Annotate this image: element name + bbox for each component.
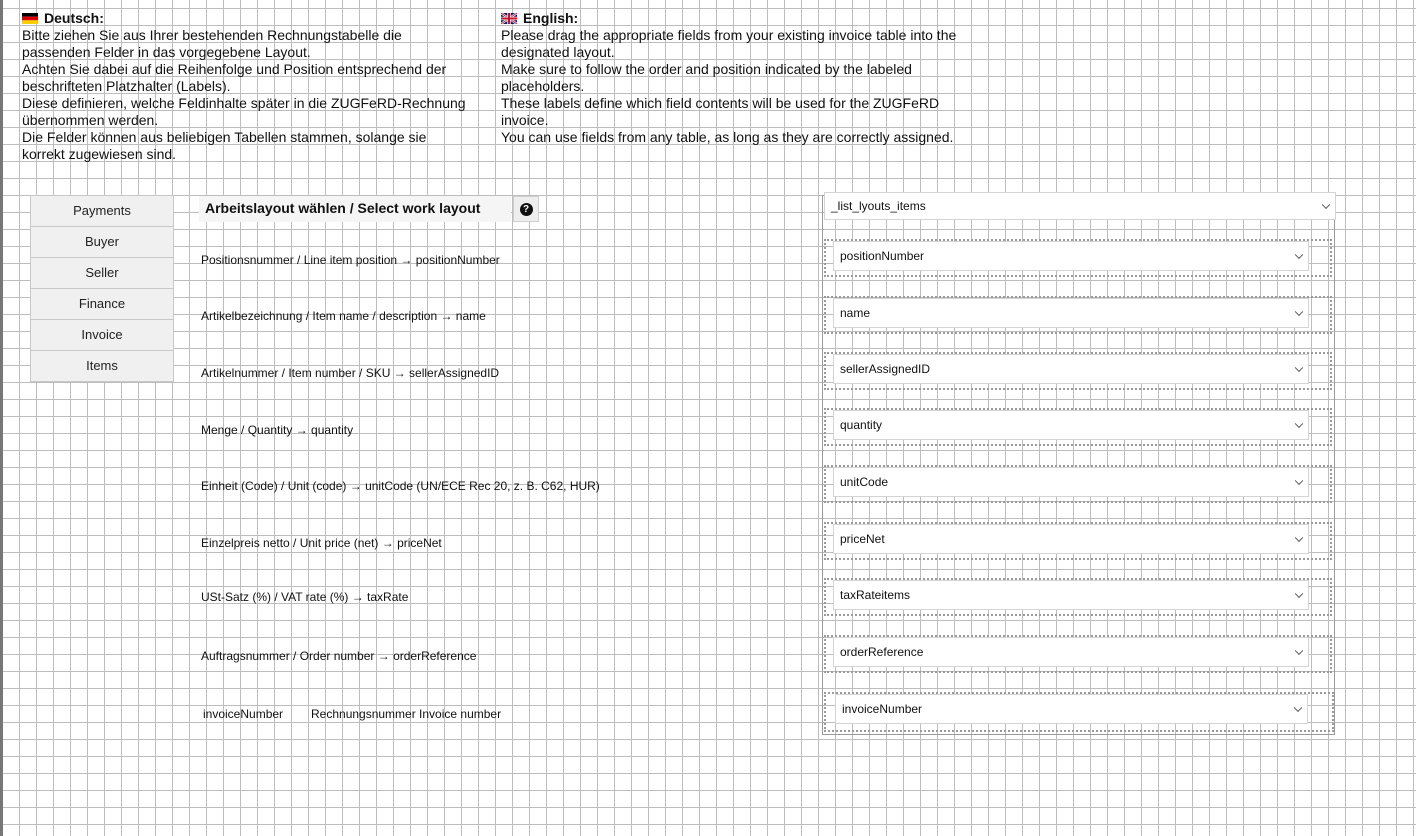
field-select-invoice-number[interactable] bbox=[835, 694, 1308, 724]
field-select-value: name bbox=[840, 306, 871, 320]
invoice-number-label: Rechnungsnummer Invoice number bbox=[311, 707, 502, 721]
instructions-german bbox=[22, 10, 492, 163]
field-label-tax-rate: USt-Satz (%) / VAT rate (%) → taxRate bbox=[201, 590, 409, 604]
instructions-german-line: Bitte ziehen Sie aus Ihrer bestehenden Rechnungstabelle die bbox=[22, 27, 402, 43]
field-select-name[interactable] bbox=[833, 298, 1309, 328]
instructions-english-line: Make sure to follow the order and position indicated by the labeled bbox=[501, 61, 912, 77]
section-nav bbox=[30, 195, 174, 382]
field-select-value: priceNet bbox=[840, 532, 885, 546]
chevron-down-icon bbox=[1295, 251, 1303, 259]
chevron-down-icon bbox=[1295, 477, 1303, 485]
instructions-german-line: Diese definieren, welche Feldinhalte später in die ZUGFeRD-Rechnung bbox=[22, 95, 466, 111]
chevron-down-icon bbox=[1294, 704, 1302, 712]
chevron-down-icon bbox=[1295, 647, 1303, 655]
field-select-value: taxRateitems bbox=[840, 588, 911, 602]
flag-de-icon bbox=[22, 13, 38, 24]
instructions-english-line: Please drag the appropriate fields from your existing invoice table into the bbox=[501, 27, 957, 43]
instructions-english-line: You can use fields from any table, as long as they are correctly assigned. bbox=[501, 129, 954, 145]
field-select-value: invoiceNumber bbox=[842, 702, 923, 716]
instructions-english-line: invoice. bbox=[501, 112, 549, 128]
nav-item-seller[interactable]: Seller bbox=[31, 258, 173, 289]
nav-item-invoice[interactable]: Invoice bbox=[31, 320, 173, 351]
instructions-english-line: These labels define which field contents will be used for the ZUGFeRD bbox=[501, 95, 940, 111]
layout-select[interactable] bbox=[824, 192, 1336, 220]
page-title: Arbeitslayout wählen / Select work layout bbox=[205, 200, 481, 216]
field-select-value: positionNumber bbox=[840, 249, 925, 263]
field-select-order-reference[interactable] bbox=[833, 637, 1309, 667]
instructions-german-line: passenden Felder in das vorgegebene Layout. bbox=[22, 44, 311, 60]
nav-item-items[interactable]: Items bbox=[31, 351, 173, 381]
field-label-order-reference: Auftragsnummer / Order number → orderReference bbox=[201, 649, 477, 663]
field-select-position-number[interactable] bbox=[833, 241, 1309, 271]
nav-item-payments[interactable]: Payments bbox=[31, 196, 173, 227]
instructions-english-heading bbox=[501, 10, 991, 27]
help-button[interactable] bbox=[513, 196, 539, 222]
field-label-name: Artikelbezeichnung / Item name / description → name bbox=[201, 309, 486, 323]
field-label-unit-code: Einheit (Code) / Unit (code) → unitCode (UN/ECE Rec 20, z. B. C62, HUR) bbox=[201, 479, 600, 493]
help-icon: ? bbox=[520, 203, 533, 216]
instructions-german-title: Deutsch: bbox=[44, 10, 104, 26]
chevron-down-icon bbox=[1322, 201, 1330, 209]
field-label-quantity: Menge / Quantity → quantity bbox=[201, 423, 354, 437]
instructions-german-line: übernommen werden. bbox=[22, 112, 159, 128]
chevron-down-icon bbox=[1295, 308, 1303, 316]
chevron-down-icon bbox=[1295, 420, 1303, 428]
field-select-price-net[interactable] bbox=[833, 524, 1309, 554]
field-select-value: sellerAssignedID bbox=[840, 362, 931, 376]
nav-item-finance[interactable]: Finance bbox=[31, 289, 173, 320]
left-edge bbox=[0, 0, 3, 836]
flag-uk-icon bbox=[501, 13, 517, 24]
field-select-unit-code[interactable] bbox=[833, 467, 1309, 497]
field-select-value: orderReference bbox=[840, 645, 924, 659]
field-select-tax-rate[interactable] bbox=[833, 580, 1309, 610]
instructions-german-line: korrekt zugewiesen sind. bbox=[22, 146, 177, 162]
instructions-german-line: beschrifteten Platzhalter (Labels). bbox=[22, 78, 231, 94]
layout-select-value: _list_lyouts_items bbox=[831, 199, 926, 213]
field-label-seller-assigned-id: Artikelnummer / Item number / SKU → sellerAssignedID bbox=[201, 366, 500, 380]
field-select-value: quantity bbox=[840, 418, 883, 432]
chevron-down-icon bbox=[1295, 534, 1303, 542]
chevron-down-icon bbox=[1295, 590, 1303, 598]
field-select-seller-assigned-id[interactable] bbox=[833, 354, 1309, 384]
instructions-german-line: Die Felder können aus beliebigen Tabellen stammen, solange sie bbox=[22, 129, 427, 145]
chevron-down-icon bbox=[1295, 364, 1303, 372]
field-select-value: unitCode bbox=[840, 475, 889, 489]
instructions-english-title: English: bbox=[523, 10, 579, 26]
instructions-english bbox=[501, 10, 991, 146]
field-label-position-number: Positionsnummer / Line item position → positionNumber bbox=[201, 253, 500, 267]
field-label-price-net: Einzelpreis netto / Unit price (net) → priceNet bbox=[201, 536, 442, 550]
instructions-german-heading bbox=[22, 10, 492, 27]
nav-item-buyer[interactable]: Buyer bbox=[31, 227, 173, 258]
instructions-english-line: designated layout. bbox=[501, 44, 615, 60]
instructions-english-line: placeholders. bbox=[501, 78, 585, 94]
invoice-number-field-name: invoiceNumber bbox=[203, 707, 284, 721]
field-select-quantity[interactable] bbox=[833, 410, 1309, 440]
instructions-german-line: Achten Sie dabei auf die Reihenfolge und Position entsprechend der bbox=[22, 61, 447, 77]
